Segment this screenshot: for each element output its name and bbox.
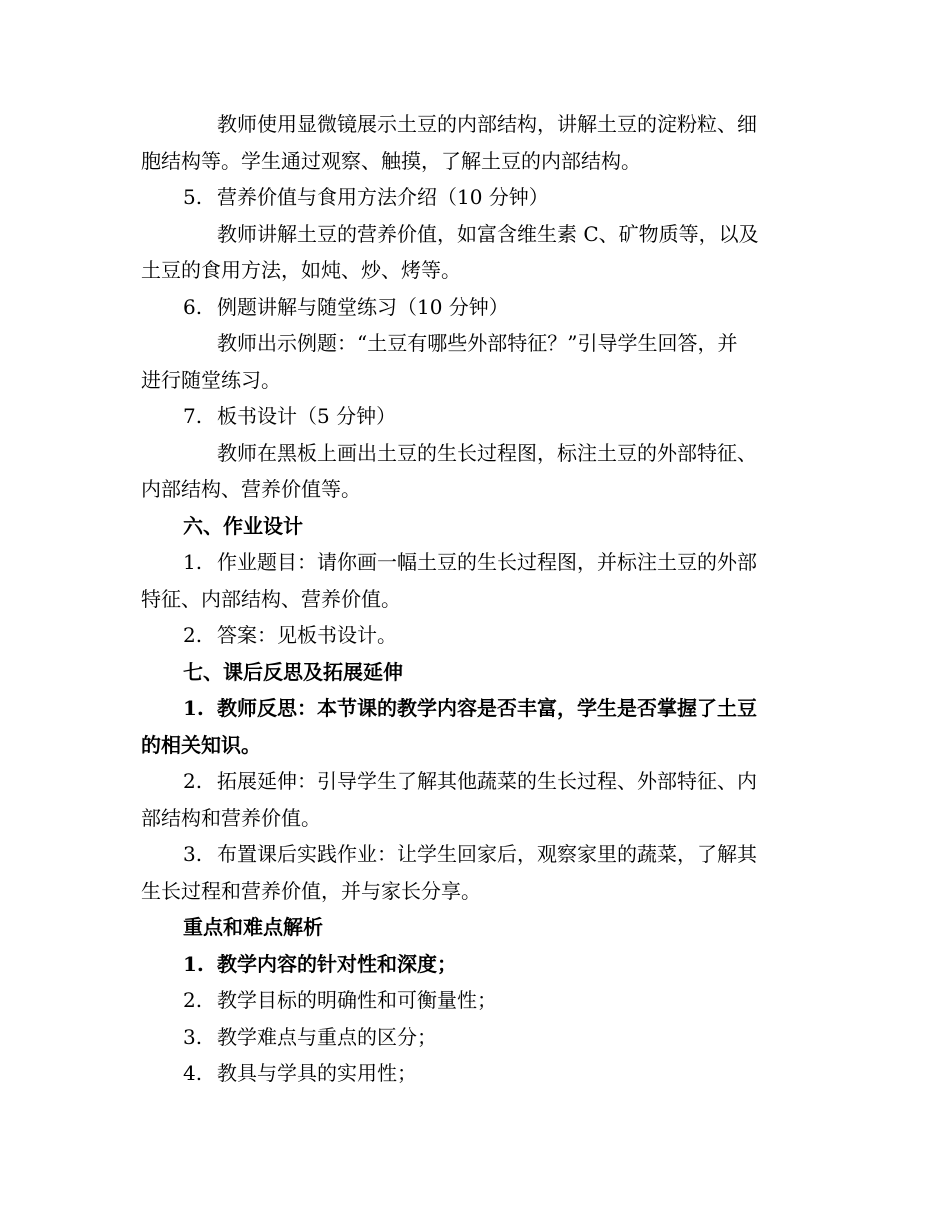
list-item: [141, 1019, 804, 1056]
list-item-text: 拓展延伸：引导学生了解其他蔬菜的生长过程、外部特征、内: [217, 769, 757, 793]
list-item-text: 作业题目：请你画一幅土豆的生长过程图，并标注土豆的外部: [217, 550, 757, 574]
list-item: [141, 289, 804, 326]
list-item: [141, 617, 804, 654]
paragraph-line: [141, 143, 804, 180]
document-page: [141, 106, 804, 1092]
paragraph-line: [141, 252, 804, 289]
list-item-text: 营养价值与食用方法介绍（10 分钟）: [217, 185, 549, 209]
section-heading-text: 六、作业设计: [183, 513, 303, 538]
list-number: 3.: [183, 842, 203, 866]
list-number: 2.: [183, 988, 203, 1012]
paragraph-line: [141, 362, 804, 399]
list-item-text: 教学内容的针对性和深度；: [217, 951, 457, 976]
line-text: 教师使用显微镜展示土豆的内部结构，讲解土豆的淀粉粒、细: [217, 112, 757, 136]
section-heading-text: 重点和难点解析: [183, 915, 323, 939]
paragraph-line: [141, 581, 804, 618]
paragraph-line: [141, 325, 804, 362]
list-number: 6.: [183, 294, 203, 319]
list-item-text: 例题讲解与随堂练习（10 分钟）: [217, 294, 509, 319]
list-item-text: 教学难点与重点的区分；: [217, 1024, 437, 1049]
paragraph-line: [141, 727, 804, 764]
section-heading: [141, 909, 804, 946]
line-text: 教师出示例题：“土豆有哪些外部特征？”引导学生回答，并: [217, 331, 738, 355]
list-item-text: 教学目标的明确性和可衡量性；: [217, 988, 497, 1012]
list-number: 3.: [183, 1024, 203, 1049]
list-number: 7.: [183, 404, 203, 428]
paragraph-line: [141, 435, 804, 472]
list-item: [141, 179, 804, 216]
list-item: [141, 544, 804, 581]
line-text: 进行随堂练习。: [141, 367, 281, 392]
section-heading: [141, 654, 804, 691]
line-text: 内部结构、营养价值等。: [141, 477, 361, 501]
list-item: [141, 836, 804, 873]
line-text: 部结构和营养价值。: [141, 805, 321, 830]
list-number: 5.: [183, 185, 203, 209]
line-text: 教师在黑板上画出土豆的生长过程图，标注土豆的外部特征、: [217, 440, 757, 465]
section-heading: [141, 508, 804, 545]
paragraph-line: [141, 800, 804, 837]
list-item-text: 答案：见板书设计。: [217, 623, 397, 647]
paragraph-line: [141, 106, 804, 143]
list-item: [141, 398, 804, 435]
list-item: [141, 982, 804, 1019]
line-text: 特征、内部结构、营养价值。: [141, 586, 401, 611]
list-item: [141, 946, 804, 983]
list-item-text: 板书设计（5 分钟）: [217, 404, 397, 428]
list-number: 1.: [183, 951, 204, 976]
paragraph-line: [141, 471, 804, 508]
line-text: 胞结构等。学生通过观察、触摸，了解土豆的内部结构。: [141, 148, 641, 173]
section-heading-text: 七、课后反思及拓展延伸: [183, 659, 403, 684]
list-item-text: 教具与学具的实用性；: [217, 1061, 417, 1085]
paragraph-line: [141, 216, 804, 253]
line-text: 的相关知识。: [141, 732, 261, 757]
list-number: 1.: [183, 696, 204, 720]
paragraph-line: [141, 873, 804, 910]
list-item: [141, 763, 804, 800]
line-text: 土豆的食用方法，如炖、炒、烤等。: [141, 258, 461, 282]
line-text: 生长过程和营养价值，并与家长分享。: [141, 878, 481, 903]
line-text: 教师讲解土豆的营养价值，如富含维生素 C、矿物质等，以及: [217, 221, 759, 246]
list-number: 2.: [183, 769, 203, 793]
list-item-text: 布置课后实践作业：让学生回家后，观察家里的蔬菜，了解其: [217, 842, 757, 866]
list-number: 4.: [183, 1061, 203, 1085]
list-item: [141, 690, 804, 727]
list-item-text: 教师反思：本节课的教学内容是否丰富，学生是否掌握了土豆: [217, 696, 757, 720]
list-number: 1.: [183, 550, 203, 574]
list-item: [141, 1055, 804, 1092]
list-number: 2.: [183, 623, 203, 647]
